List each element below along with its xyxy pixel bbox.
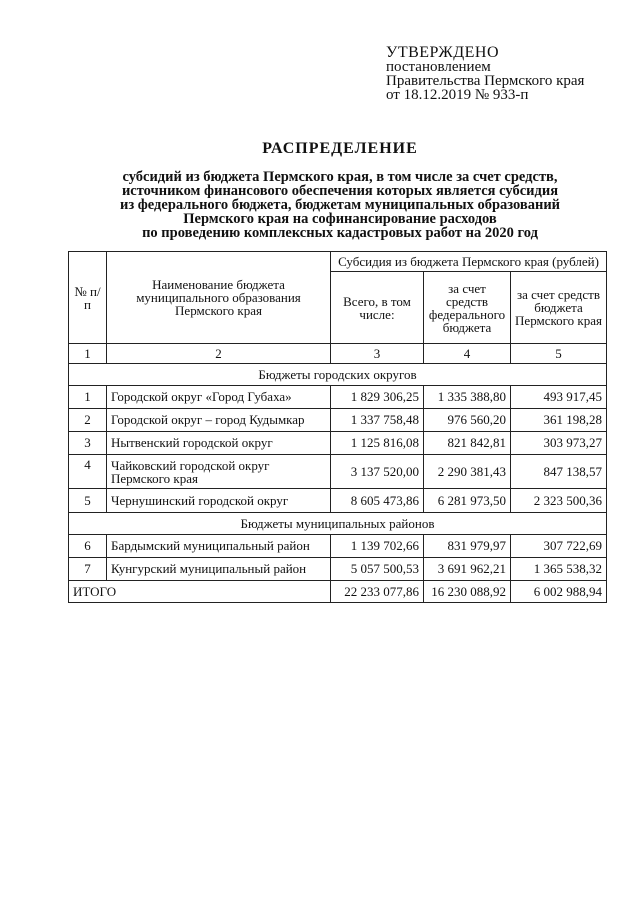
row-name: Нытвенский городской округ	[107, 432, 331, 455]
column-numbers-row	[69, 344, 607, 364]
group-header-city-districts: Бюджеты городских округов	[69, 364, 607, 386]
row-regional: 307 722,69	[511, 535, 607, 558]
table-row	[69, 455, 607, 489]
document-title	[60, 140, 620, 240]
title-line: источником финансового обеспечения которых является субсидия	[121, 183, 559, 199]
header-subsidy-group: Субсидия из бюджета Пермского края (рублей)	[331, 252, 607, 272]
row-num: 5	[69, 489, 107, 513]
column-number: 1	[69, 344, 107, 364]
row-regional: 2 323 500,36	[511, 489, 607, 513]
row-num: 3	[69, 432, 107, 455]
row-name: Чернушинский городской округ	[107, 489, 331, 513]
total-regional: 6 002 988,94	[511, 581, 607, 603]
row-name: Бардымский муниципальный район	[107, 535, 331, 558]
total-row	[69, 581, 607, 603]
header-federal: за счет средств федерального бюджета	[424, 272, 511, 344]
row-regional: 303 973,27	[511, 432, 607, 455]
header-num: № п/п	[69, 252, 107, 344]
table-row	[69, 386, 607, 409]
total-sum: 22 233 077,86	[331, 581, 424, 603]
total-federal: 16 230 088,92	[424, 581, 511, 603]
row-total: 1 829 306,25	[331, 386, 424, 409]
table-row	[69, 535, 607, 558]
row-federal: 831 979,97	[424, 535, 511, 558]
column-number: 3	[331, 344, 424, 364]
row-total: 1 337 758,48	[331, 409, 424, 432]
row-federal: 6 281 973,50	[424, 489, 511, 513]
row-total: 1 139 702,66	[331, 535, 424, 558]
row-federal: 1 335 388,80	[424, 386, 511, 409]
approval-line: от 18.12.2019 № 933-п	[386, 87, 529, 103]
title-line: из федерального бюджета, бюджетам муниципальных образований	[119, 197, 561, 213]
approval-line: Правительства Пермского края	[386, 73, 585, 89]
row-name: Кунгурский муниципальный район	[107, 558, 331, 581]
row-regional: 361 198,28	[511, 409, 607, 432]
header-total: Всего, в том числе:	[331, 272, 424, 344]
table-row	[69, 558, 607, 581]
header-name: Наименование бюджета муниципального образования Пермского края	[107, 252, 331, 344]
row-regional: 847 138,57	[511, 455, 607, 489]
row-total: 3 137 520,00	[331, 455, 424, 489]
column-number: 4	[424, 344, 511, 364]
row-num: 7	[69, 558, 107, 581]
row-total: 5 057 500,53	[331, 558, 424, 581]
title-line: Пермского края на софинансирование расходов	[183, 211, 497, 227]
row-name: Городской округ – город Кудымкар	[107, 409, 331, 432]
total-label: ИТОГО	[69, 581, 331, 603]
table-row	[69, 489, 607, 513]
row-federal: 976 560,20	[424, 409, 511, 432]
row-federal: 3 691 962,21	[424, 558, 511, 581]
approval-line: постановлением	[386, 59, 491, 75]
table-row	[69, 409, 607, 432]
row-total: 1 125 816,08	[331, 432, 424, 455]
approval-stamp	[386, 46, 626, 102]
table-row	[69, 432, 607, 455]
row-regional: 1 365 538,32	[511, 558, 607, 581]
approval-heading: УТВЕРЖДЕНО	[386, 44, 500, 61]
row-name: Городской округ «Город Губаха»	[107, 386, 331, 409]
subsidy-table	[68, 251, 607, 603]
row-num: 6	[69, 535, 107, 558]
group-header-municipal-districts: Бюджеты муниципальных районов	[69, 513, 607, 535]
header-regional: за счет средств бюджета Пермского края	[511, 272, 607, 344]
row-name: Чайковский городской округ Пермского края	[107, 455, 331, 489]
column-number: 2	[107, 344, 331, 364]
title-line: субсидий из бюджета Пермского края, в том числе за счет средств,	[122, 169, 558, 185]
row-total: 8 605 473,86	[331, 489, 424, 513]
title-main: РАСПРЕДЕЛЕНИЕ	[262, 140, 418, 157]
row-federal: 2 290 381,43	[424, 455, 511, 489]
title-line: по проведению комплексных кадастровых работ на 2020 год	[142, 225, 538, 241]
column-number: 5	[511, 344, 607, 364]
row-regional: 493 917,45	[511, 386, 607, 409]
row-num: 4	[69, 455, 107, 489]
row-federal: 821 842,81	[424, 432, 511, 455]
row-num: 2	[69, 409, 107, 432]
row-num: 1	[69, 386, 107, 409]
